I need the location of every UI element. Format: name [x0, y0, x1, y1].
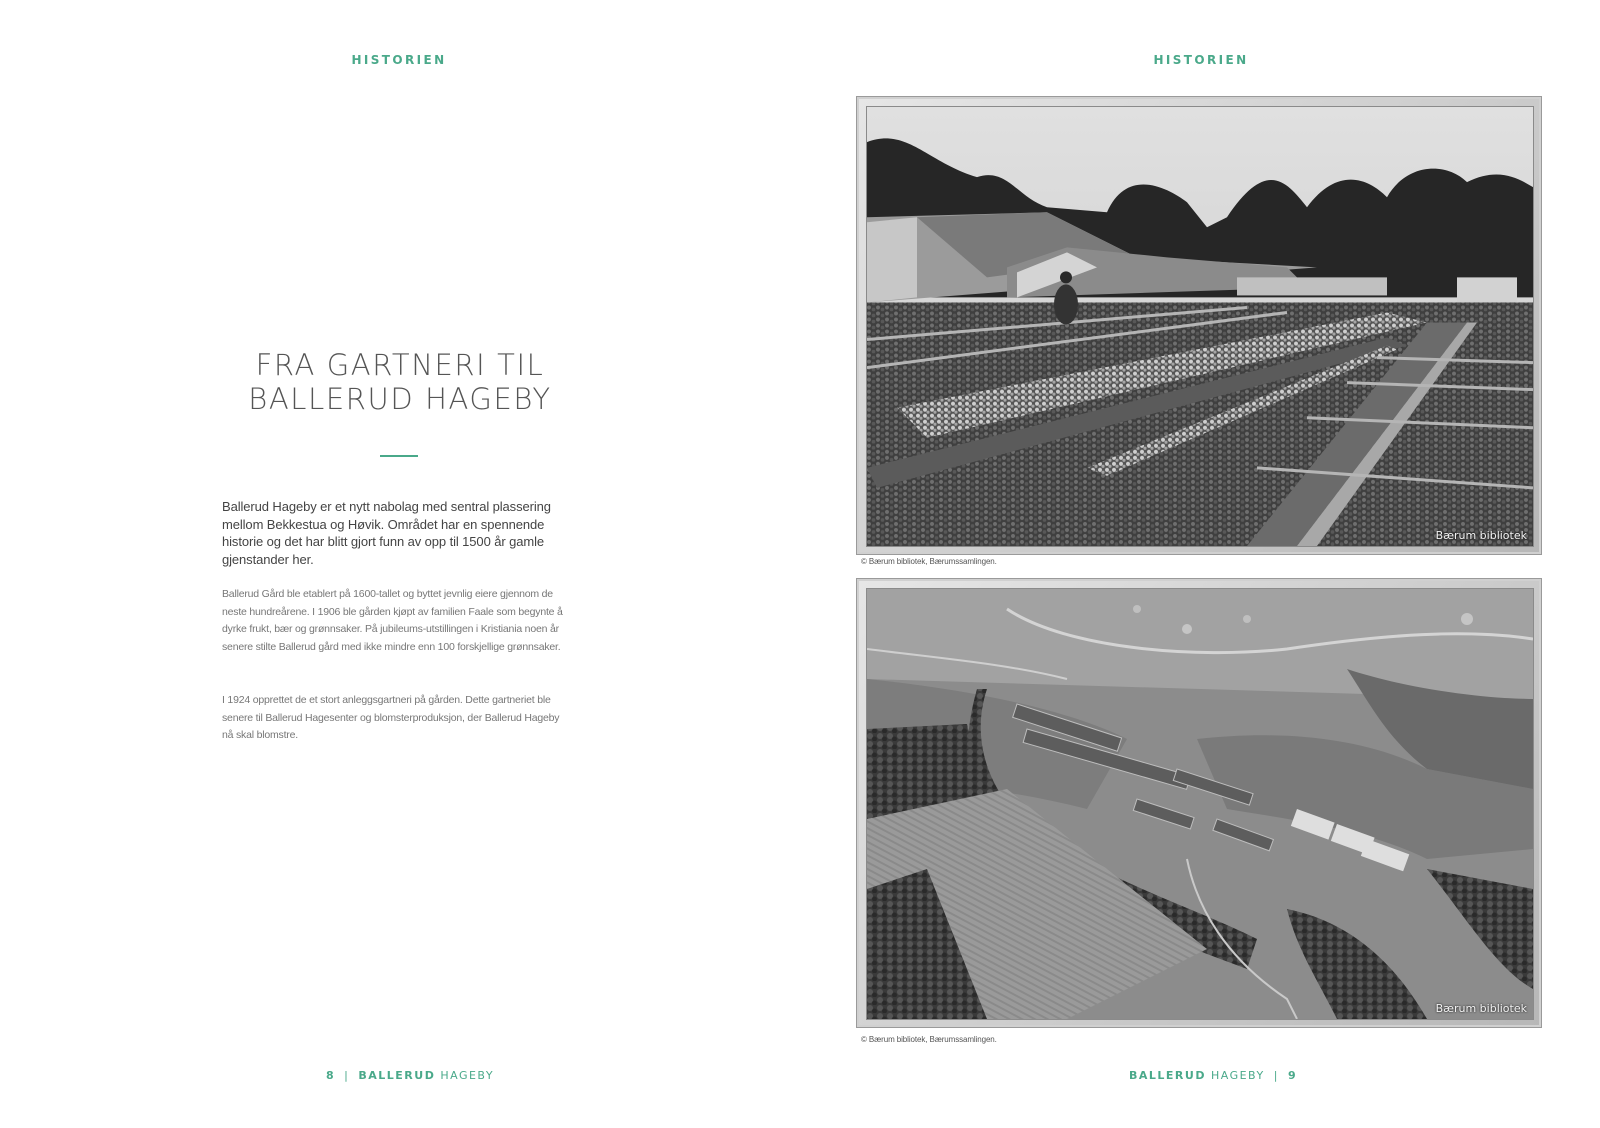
photo-aerial [866, 588, 1534, 1020]
aerial-photo-image [867, 589, 1533, 1019]
section-label-left: HISTORIEN [351, 53, 447, 67]
photo-watermark-1: Bærum bibliotek [1435, 529, 1527, 542]
page-number-right: 9 [1287, 1069, 1298, 1082]
photo-watermark-2: Bærum bibliotek [1435, 1002, 1527, 1015]
footer-brand-bold: BALLERUD [1129, 1069, 1206, 1082]
page-number-left: 8 [326, 1069, 336, 1082]
body-paragraph-2: I 1924 opprettet de et stort anleggsgartneri på gården. Dette gartneriet ble senere til Ballerud Hagesenter og blomsterproduksjon, der Ballerud Hageby nå skal blomstre. [222, 694, 560, 741]
body-paragraph-1: Ballerud Gård ble etablert på 1600-tallet og byttet jevnlig eiere gjennom de neste hundreårene. I 1906 ble gården kjøpt av familien Faale som begynte å dyrke frukt, bær og grønnsaker. På jubileums-utstillingen i Kristiania noen år senere stilte Ballerud gård med ikke mindre enn 100 forskjellige grønnsaker. [222, 588, 563, 653]
footer-right [1129, 1069, 1297, 1082]
photo-caption-1: © Bærum bibliotek, Bærumssamlingen. [861, 557, 997, 566]
lead-paragraph: Ballerud Hageby er et nytt nabolag med sentral plassering mellom Bekkestua og Høvik. Området har en spennende historie og det har blitt gjort funn av opp til 1500 år gamle gjenstander her. [222, 499, 551, 567]
photo-caption-2: © Bærum bibliotek, Bærumssamlingen. [861, 1035, 997, 1044]
footer-separator: | [344, 1069, 350, 1082]
section-label-right: HISTORIEN [1153, 53, 1249, 67]
footer-brand-bold: BALLERUD [358, 1069, 436, 1082]
title-line-2: BALLERUD HAGEBY [248, 382, 552, 416]
photo-frame-greenhouse [856, 96, 1542, 555]
footer-left [326, 1069, 494, 1082]
photo-greenhouse [866, 106, 1534, 547]
footer-brand-light: HAGEBY [440, 1069, 495, 1082]
footer-brand-light: HAGEBY [1210, 1069, 1265, 1082]
title-divider [380, 455, 418, 457]
greenhouse-photo-image [867, 107, 1533, 546]
footer-separator: | [1273, 1069, 1279, 1082]
photo-frame-aerial [856, 578, 1542, 1028]
title-line-1: FRA GARTNERI TIL [255, 348, 545, 382]
page-title [200, 348, 600, 416]
